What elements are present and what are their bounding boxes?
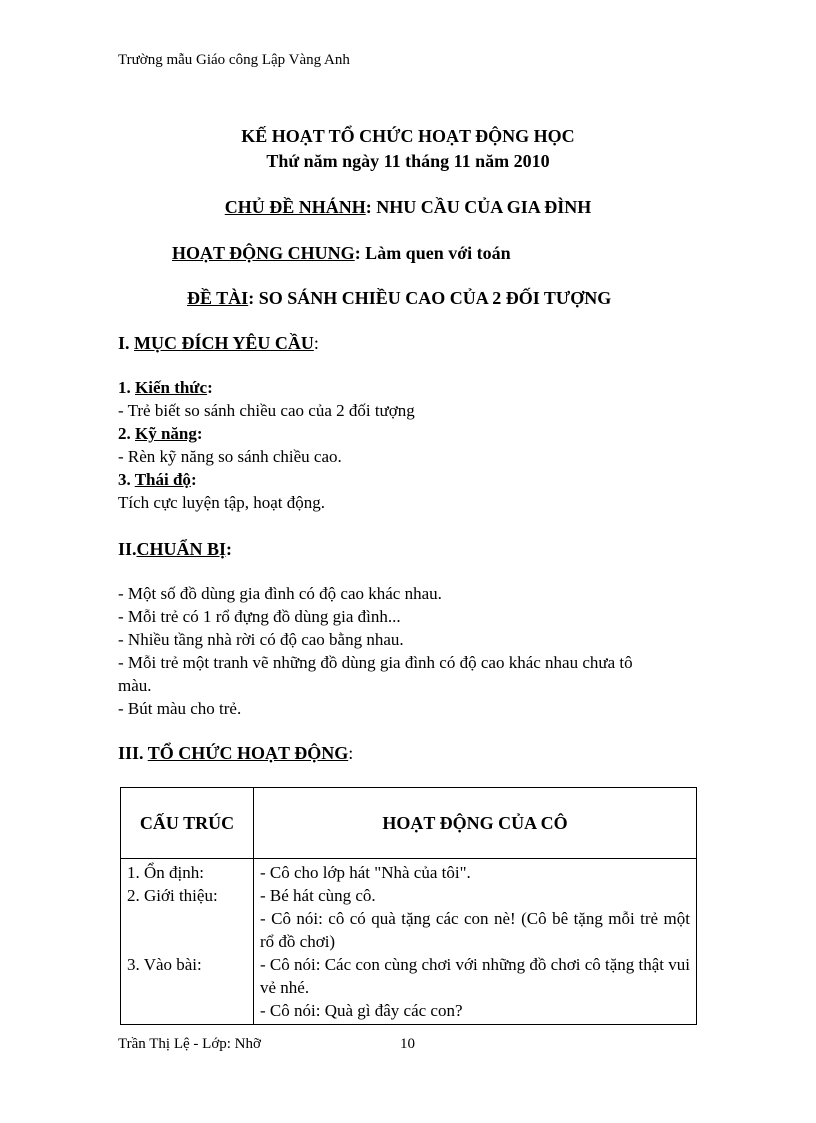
topic-value: : SO SÁNH CHIỀU CAO CỦA 2 ĐỐI TƯỢNG xyxy=(248,288,612,308)
lesson-topic xyxy=(187,288,611,309)
section-colon: : xyxy=(348,743,354,763)
structure-step: 2. Giới thiệu: xyxy=(127,886,218,905)
heading-number: 3. xyxy=(118,470,135,489)
activity-line: - Bé hát cùng cô. xyxy=(260,886,376,905)
activity-table xyxy=(120,787,697,1025)
section-colon: : xyxy=(226,539,233,559)
activity-line: - Cô nói: Các con cùng chơi với những đồ chơi cô tặng thật vui vẻ nhé. xyxy=(260,955,690,997)
page-footer: Trần Thị Lệ - Lớp: Nhỡ xyxy=(118,1036,261,1052)
topic-label: ĐỀ TÀI xyxy=(187,288,249,308)
general-activity xyxy=(172,243,511,264)
heading-label: Thái độ xyxy=(134,470,191,489)
knowledge-heading xyxy=(118,378,213,398)
page-number: 10 xyxy=(400,1036,415,1052)
teacher-activity-header: HOẠT ĐỘNG CỦA CÔ xyxy=(254,788,697,859)
plan-date: Thứ năm ngày 11 tháng 11 năm 2010 xyxy=(266,151,550,171)
attitude-heading xyxy=(118,470,197,490)
prep-item: màu. xyxy=(118,676,152,695)
activity-line: - Cô nói: cô có quà tặng các con nè! (Cô bê tặng mỗi trẻ một rổ đồ chơi) xyxy=(260,909,690,951)
knowledge-text: - Trẻ biết so sánh chiều cao của 2 đối tượng xyxy=(118,401,415,420)
page-header: Trường mẫu Giáo công Lập Vàng Anh xyxy=(118,52,350,68)
structure-step: 1. Ổn định: xyxy=(127,863,204,882)
section-label: CHUẨN BỊ xyxy=(136,539,227,559)
branch-value: : NHU CẦU CỦA GIA ĐÌNH xyxy=(365,197,592,217)
skills-heading xyxy=(118,424,203,444)
branch-label: CHỦ ĐỀ NHÁNH xyxy=(224,197,366,217)
structure-header: CẤU TRÚC xyxy=(121,788,254,859)
prep-item: - Nhiều tầng nhà rời có độ cao bằng nhau. xyxy=(118,630,404,649)
spacer xyxy=(127,907,247,953)
general-value: : Làm quen với toán xyxy=(354,243,511,263)
table-header-row xyxy=(121,788,697,859)
section-number: I. xyxy=(118,333,135,353)
section-number: II. xyxy=(118,539,137,559)
heading-colon: : xyxy=(196,424,203,443)
spacer xyxy=(127,976,247,1022)
section-preparation xyxy=(118,539,232,560)
skills-text: - Rèn kỹ năng so sánh chiều cao. xyxy=(118,447,342,466)
section-objectives xyxy=(118,333,319,354)
activity-line: - Cô cho lớp hát "Nhà của tôi". xyxy=(260,863,471,882)
prep-item: - Mỗi trẻ có 1 rổ đựng đồ dùng gia đình... xyxy=(118,607,401,626)
heading-number: 2. xyxy=(118,424,135,443)
branch-topic xyxy=(0,197,816,218)
heading-number: 1. xyxy=(118,378,135,397)
activity-cell xyxy=(254,859,697,1025)
heading-label: Kỹ năng xyxy=(135,424,197,443)
section-label: MỤC ĐÍCH YÊU CẦU xyxy=(134,333,314,353)
prep-item: - Một số đồ dùng gia đình có độ cao khác nhau. xyxy=(118,584,442,603)
general-label: HOẠT ĐỘNG CHUNG xyxy=(172,243,355,263)
structure-step: 3. Vào bài: xyxy=(127,955,202,974)
heading-colon: : xyxy=(190,470,197,489)
section-colon: : xyxy=(313,333,319,353)
activity-line: - Cô nói: Quà gì đây các con? xyxy=(260,1001,463,1020)
attitude-text: Tích cực luyện tập, hoạt động. xyxy=(118,493,326,512)
section-number: III. xyxy=(118,743,148,763)
structure-cell xyxy=(121,859,254,1025)
plan-title: KẾ HOẠT TỔ CHỨC HOẠT ĐỘNG HỌC xyxy=(241,126,575,146)
section-organization xyxy=(118,743,353,764)
heading-label: Kiến thức xyxy=(135,378,208,397)
table-row xyxy=(121,859,697,1025)
heading-colon: : xyxy=(207,378,213,397)
section-label: TỔ CHỨC HOẠT ĐỘNG xyxy=(147,743,349,763)
prep-item: - Mỗi trẻ một tranh vẽ những đồ dùng gia đình có độ cao khác nhau chưa tô xyxy=(118,653,633,672)
prep-item: - Bút màu cho trẻ. xyxy=(118,699,242,718)
